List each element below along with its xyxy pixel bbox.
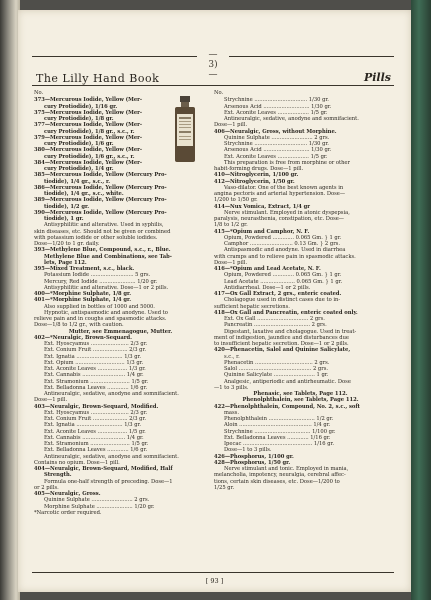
text-line: cury Protiodide), 1/8 gr. bbox=[44, 116, 114, 122]
text-line: Phenasic, see Tablets, Page 112. bbox=[253, 391, 348, 397]
text-line: Also supplied in bottles of 1000 and 5000. bbox=[44, 303, 155, 310]
text-line: Ext. Ignatia ............................ 1/3 gr. bbox=[44, 353, 142, 360]
text-line: Ext. Belladonna Leaves ............. 1/6 gr. bbox=[44, 447, 148, 454]
text-line: relieve pain and in coughs and spasmodic attacks. bbox=[34, 316, 167, 322]
text-line: cury Protiodide), 1/6 gr., s.c., r. bbox=[44, 153, 135, 160]
text-line: mass. bbox=[224, 409, 239, 416]
text-line: Dose—1/8 to 1/2 gr., with caution. bbox=[34, 322, 124, 329]
book-page bbox=[18, 10, 411, 592]
text-line: sufficient hepatic secretions. bbox=[214, 303, 290, 310]
text-line: 400—*Morphine Sulphate, 1/8 gr. bbox=[34, 291, 132, 297]
text-line: 404—Neuralgic, Brown-Sequard, Modified, Half bbox=[34, 466, 173, 472]
text-line: tiodide), 1/4 gr., s.c., white. bbox=[44, 191, 124, 197]
text-line: 386—Mercurous Iodide, Yellow (Mercury Pro- bbox=[34, 184, 167, 191]
text-line: Dose—1 pill. bbox=[214, 122, 248, 129]
text-line: Opium, Powdered ............. 0.065 Gm. } 1 gr. bbox=[224, 272, 342, 279]
text-line: Quinine Salicylate ......................... 1 gr. bbox=[224, 372, 329, 379]
text-line: 395—Mixed Treatment, s.c., black. bbox=[34, 266, 135, 272]
text-line: Antineuralgic, sedative, anodyne and somnifacient. bbox=[224, 116, 359, 122]
text-line: Vaso-dilator. One of the best known agents in bbox=[224, 184, 344, 191]
text-line: Camphor .......................... 0.13 Gm. } 2 grs. bbox=[224, 241, 340, 247]
text-line: 417—Ox Gall Extract, 2 grs., enteric coated. bbox=[214, 291, 342, 297]
text-line: 1/8 to 1/2 gr. bbox=[214, 222, 248, 229]
text-line: lets, Page 112. bbox=[44, 259, 87, 266]
text-line: or 2 pills. bbox=[34, 484, 59, 491]
text-line: Strychnine ................................ 1/30 gr. bbox=[224, 141, 329, 147]
text-line: 418—Ox Gall and Pancreatin, enteric coated only. bbox=[214, 309, 358, 316]
text-line: 384—Mercurous Iodide, Yellow (Mer- bbox=[34, 159, 143, 166]
text-line: habit-forming drugs. Dose—1 pill. bbox=[214, 166, 304, 172]
right-column bbox=[214, 90, 387, 491]
text-line: Strychnine .................................. 1/100 gr. bbox=[224, 428, 336, 435]
text-line: tiodide), 1/4 gr., s.c., r. bbox=[44, 178, 111, 185]
text-line: Ext. Stramonium ........................ 1/5 gr. bbox=[44, 378, 149, 385]
text-line: Ext. Conium Fruit ..................... 2/3 gr. bbox=[44, 347, 147, 354]
ornament-line-left bbox=[32, 56, 197, 57]
text-line: 401—*Morphine Sulphate, 1/4 gr. bbox=[34, 297, 132, 304]
text-line: Dose—1 to 3 pills. bbox=[224, 447, 272, 454]
text-line: Ext. Belladonna Leaves ............. 1/16 gr. bbox=[224, 434, 331, 441]
text-line: Antisyphilitic and alterative. Dose—1 or 2 pills. bbox=[44, 284, 169, 291]
text-line: Antispasmodic and anodyne. Used in diarrhea bbox=[224, 247, 346, 254]
text-line: 1/25 gr. bbox=[214, 484, 235, 491]
text-line: Ext. Aconite Leaves ................... 1/5 gr. bbox=[224, 109, 328, 116]
pill-bottle-image bbox=[174, 96, 196, 164]
text-line: Strychnine ................................ 1/30 gr. bbox=[224, 97, 329, 104]
text-line: 390—Mercurous Iodide, Yellow (Mercury Pro- bbox=[34, 209, 167, 216]
text-line: cury Protiodide), 1/6 gr. bbox=[44, 141, 114, 147]
book-title: The Lilly Hand Book bbox=[36, 72, 160, 85]
text-line: 426—Phosphorus, 1/100 gr. bbox=[214, 453, 294, 460]
text-line: paralysis, neurasthenia, constipation, etc. Dose— bbox=[214, 216, 344, 222]
text-line: Ext. Conium Fruit ..................... 2/3 gr. bbox=[44, 416, 147, 422]
text-line: cury Protiodide), 1/16 gr. bbox=[44, 103, 118, 110]
text-line: 428—Phosphorus, 1/50 gr. bbox=[214, 459, 291, 466]
text-line: Quinine Sulphate ......................... 2 grs. bbox=[224, 134, 330, 141]
text-line: Cholagogue used in distinct cases due to in- bbox=[224, 297, 341, 304]
text-line: 393—Methylene Blue, Compound, s.c., r., Blue. bbox=[34, 247, 171, 254]
text-line: 385—Mercurous Iodide, Yellow (Mercury Pro- bbox=[34, 172, 167, 179]
text-line: Contains no opium. Dose—1 pill. bbox=[34, 459, 120, 466]
ornament-icon: —3)— bbox=[208, 50, 218, 80]
text-line: 415—*Opium and Camphor, N. F. bbox=[214, 228, 310, 235]
column-label: No. bbox=[34, 90, 44, 96]
text-line: 389—Mercurous Iodide, Yellow (Mercury Pro- bbox=[34, 197, 167, 204]
text-line: 405—Neuralgic, Gross. bbox=[34, 491, 101, 497]
text-line: 422—Phenolphthalein, Compound, No. 2, s.c., soft bbox=[214, 403, 360, 410]
text-line: Lead Acetate ..................... 0.065 Gm. } 1 gr. bbox=[224, 278, 343, 285]
text-line: Ipecac .......................................... 1/16 gr. bbox=[224, 441, 335, 447]
text-line: Antidiarrheal. Dose—1 or 2 pills. bbox=[224, 284, 311, 291]
text-line: 375—Mercurous Iodide, Yellow (Mer- bbox=[34, 109, 143, 116]
text-line: Hypnotic, antispasmodic and anodyne. Used to bbox=[44, 309, 168, 316]
text-line: Dose—1 pill. bbox=[214, 259, 248, 266]
book-binding-edge bbox=[411, 0, 431, 600]
left-page-edge bbox=[0, 0, 20, 600]
text-line: Ext. Aconite Leaves ................... 1/5 gr. bbox=[224, 153, 328, 160]
text-line: Ext. Ox Gall ............................... 2 grs. bbox=[224, 316, 325, 322]
text-line: Salol ............................................ 2 grs. bbox=[224, 366, 329, 372]
page-number: [ 93 ] bbox=[205, 577, 224, 585]
text-line: This preparation is free from morphine or other bbox=[224, 159, 350, 166]
text-line: Digestant, laxative and cholagogue. Used in treat- bbox=[224, 328, 357, 335]
text-line: Ext. Hyoscyamus ....................... 2/3 gr. bbox=[44, 341, 148, 347]
text-line: Strength. bbox=[44, 472, 72, 479]
text-line: Antisyphilitic and alterative. Used in syphilis, bbox=[44, 222, 164, 229]
text-line: 414—Nux Vomica, Extract, 1/4 gr bbox=[214, 203, 311, 210]
footer-rule bbox=[32, 572, 394, 573]
text-line: Nerve stimulant and tonic. Employed in mania, bbox=[224, 466, 349, 472]
text-line: Ext. Stramonium ........................ 1/5 gr. bbox=[44, 441, 149, 447]
text-line: with potassium iodide or other soluble iodides. bbox=[34, 234, 158, 241]
text-line: Ext. Cannabis .......................... 1/4 gr. bbox=[44, 372, 144, 379]
text-line: tions, certain skin diseases, etc. Dose—1/200 to bbox=[214, 478, 340, 485]
text-line: Ext. Aconite Leaves .................. 1/5 gr. bbox=[44, 428, 146, 435]
text-line: —1 to 3 pills. bbox=[214, 384, 249, 391]
header-rule bbox=[32, 85, 394, 86]
text-line: cury Protiodide), 1/4 gr. bbox=[44, 166, 114, 172]
text-line: Ext. Aconite Leaves .................. 1/3 gr. bbox=[44, 366, 146, 372]
text-line: Mercury, Red Iodide ...................... 1/20 gr. bbox=[44, 278, 158, 285]
text-line: 416—*Opium and Lead Acetate, N. F. bbox=[214, 266, 321, 272]
text-line: 379—Mercurous Iodide, Yellow (Mer- bbox=[34, 134, 143, 141]
text-line: melancholia, impotency, neuralgia, cerebral affec- bbox=[214, 472, 346, 479]
text-line: skin diseases, etc. Should not be given or combined bbox=[34, 228, 171, 235]
text-line: 403—Neuralgic, Brown-Sequard, Modified. bbox=[34, 403, 159, 410]
text-line: s.c., r. bbox=[224, 353, 240, 360]
text-line: Mutter, see Emmenagogue, Mutter. bbox=[68, 328, 173, 335]
text-line: Methylene Blue and Combinations, see Tab- bbox=[44, 253, 172, 260]
text-line: 377—Mercurous Iodide, Yellow (Mer- bbox=[34, 122, 143, 129]
ornament-line-right bbox=[229, 56, 394, 57]
text-line: 380—Mercurous Iodide, Yellow (Mer- bbox=[34, 147, 143, 154]
text-line: Dose—1/20 to 1 gr. daily. bbox=[34, 241, 100, 247]
text-line: Dose—1 pill. bbox=[34, 397, 68, 404]
text-line: Phenacetin ................................... 2 grs. bbox=[224, 359, 330, 366]
text-line: Potassium Iodide .......................... 5 grs. bbox=[44, 272, 151, 279]
text-line: Morphine Sulphate ...................... 1/20 gr. bbox=[44, 503, 155, 510]
text-line: Antineuralgic, sedative, anodyne and somnifacient. bbox=[44, 453, 179, 460]
section-title: Pills bbox=[363, 71, 391, 84]
text-line: Ext. Hyoscyamus ....................... 2/3 gr. bbox=[44, 409, 148, 416]
text-line: 420—Phenacetin, Salol and Quinine Salicylate, bbox=[214, 347, 351, 354]
text-line: Aloin ............................................ 1/4 gr. bbox=[224, 422, 331, 429]
text-line: 412—Nitroglycerin, 1/50 gr. bbox=[214, 178, 295, 185]
text-line: Ext. Belladonna Leaves ............. 1/6 gr. bbox=[44, 384, 148, 391]
text-line: tiodide), 1/2 gr. bbox=[44, 203, 90, 210]
text-line: Antineuralgic, sedative, anodyne and somnifacient. bbox=[44, 391, 179, 397]
text-line: to insufficient hepatic secretion. Dose—1 or 2 pills. bbox=[214, 341, 349, 347]
text-line: Quinine Sulphate ......................... 2 grs. bbox=[44, 497, 150, 504]
text-line: ment of indigestion, jaundice and disturbances due bbox=[214, 334, 350, 341]
text-line: Ext. Cannabis .......................... 1/4 gr. bbox=[44, 434, 144, 441]
text-line: angina pectoris and arterial hypertension. Dose— bbox=[214, 191, 346, 197]
text-line: 373—Mercurous Iodide, Yellow (Mer- bbox=[34, 97, 143, 104]
text-line: with cramps and to relieve pain in spasmodic attacks. bbox=[214, 253, 356, 260]
text-line: 1/200 to 1/50 gr. bbox=[214, 197, 258, 204]
text-line: Nerve stimulant. Employed in atonic dyspepsia, bbox=[224, 209, 350, 216]
text-line: 406—Neuralgic, Gross, without Morphine. bbox=[214, 128, 337, 135]
text-line: Arsenous Acid ............................ 1/30 gr. bbox=[224, 103, 332, 110]
text-line: tiodide), 1 gr. bbox=[44, 216, 84, 222]
text-line: Phenolphthalein, see Tablets, Page 112. bbox=[242, 397, 359, 404]
text-line: Ext. Ignatia ............................ 1/3 gr. bbox=[44, 422, 142, 429]
column-label: No. bbox=[214, 90, 224, 96]
text-line: *Narcotic order required. bbox=[34, 509, 102, 516]
text-line: Analgesic, antiperiodic and antirheumatic. Dose bbox=[224, 378, 351, 385]
text-line: Ext. Opium .............................. 1/3 gr. bbox=[44, 359, 144, 366]
text-line: Opium, Powdered ............. 0.065 Gm. } 1 gr. bbox=[224, 234, 342, 241]
right-column-lines bbox=[214, 97, 387, 491]
text-line: Arsenous Acid ............................ 1/30 gr. bbox=[224, 147, 332, 154]
text-line: Formula one-half strength of preceding. Dose—1 bbox=[44, 478, 173, 485]
text-line: Pancreatin .................................. 2 grs. bbox=[224, 322, 327, 329]
text-line: cury Protiodide), 1/8 gr., s.c., r. bbox=[44, 128, 135, 135]
text-line: 410—Nitroglycerin, 1/100 gr. bbox=[214, 172, 299, 179]
text-line: Phenolphthalein ............................ 1/2 gr. bbox=[224, 416, 334, 422]
text-line: 402—*Neuralgic, Brown-Sequard. bbox=[34, 334, 132, 341]
